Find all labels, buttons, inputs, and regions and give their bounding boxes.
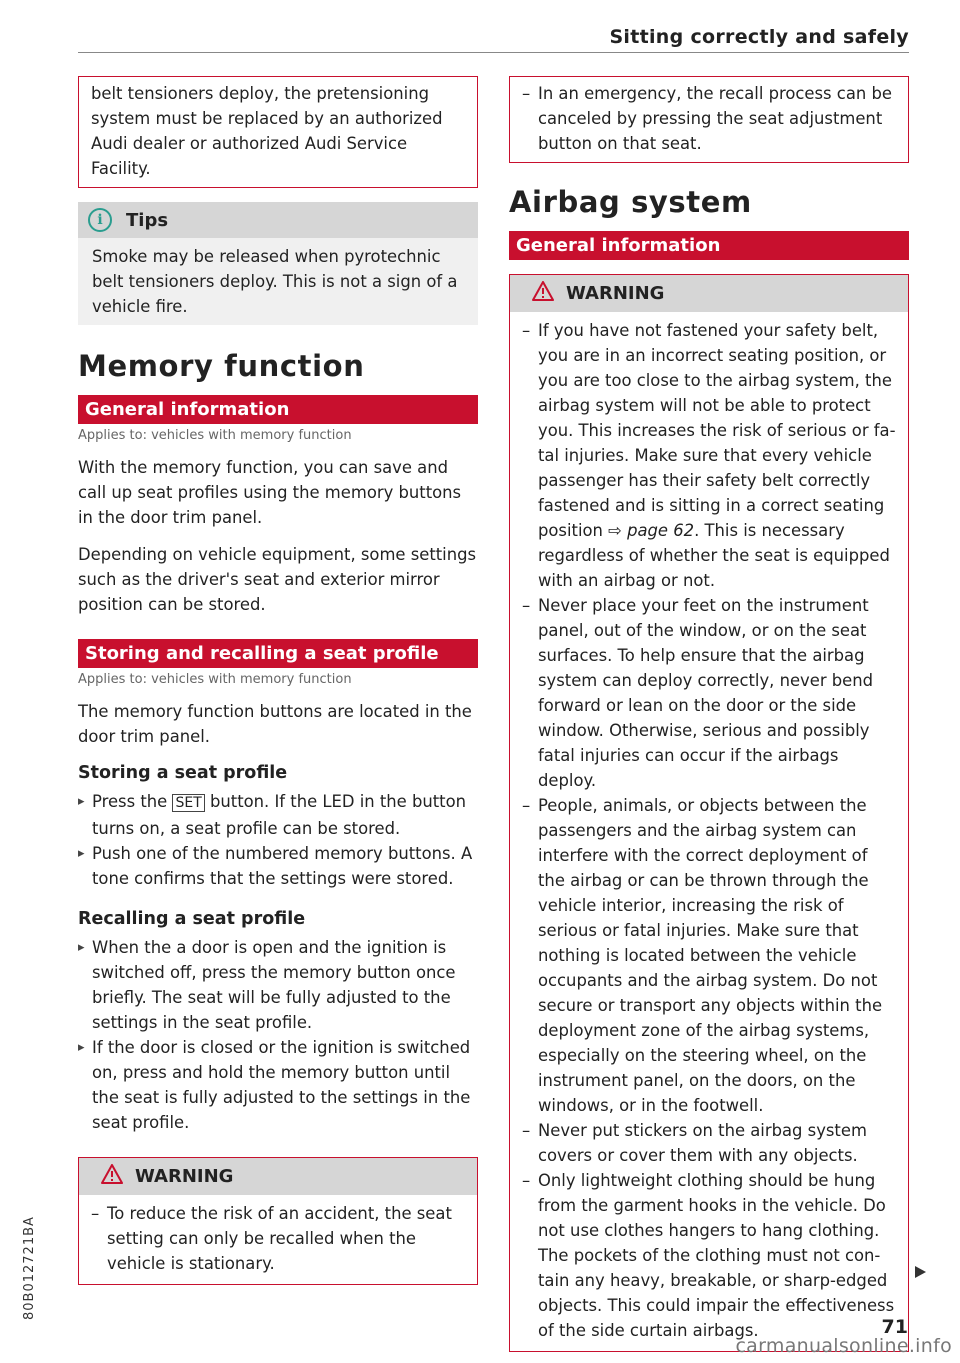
page-header xyxy=(78,22,909,53)
tips-title: Tips xyxy=(126,209,169,231)
warning-list xyxy=(510,312,908,1351)
applies-to-note: Applies to: vehicles with memory function xyxy=(78,428,352,443)
warning-box xyxy=(509,274,909,1352)
warning-header xyxy=(79,1158,477,1195)
page-number: 71 xyxy=(881,1316,908,1338)
step-item: ▸ Push one of the numbered memory buttons. A tone confirms that the settings were stored. xyxy=(78,841,478,891)
storing-steps xyxy=(78,789,478,891)
document-code: 80B012721BA xyxy=(22,1216,37,1320)
left-column xyxy=(78,76,478,1285)
warning-title: WARNING xyxy=(566,283,665,304)
warning-item: – In an emergency, the recall process can be canceled by pressing the seat adjustment button on that seat. xyxy=(522,81,896,156)
warning-triangle-icon xyxy=(532,281,554,306)
header-title: Sitting correctly and safely xyxy=(609,26,909,48)
warning-list xyxy=(79,1195,477,1284)
warning-title: WARNING xyxy=(135,1166,234,1187)
applies-to-note: Applies to: vehicles with memory function xyxy=(78,672,352,687)
watermark: carmanualsonline.info xyxy=(735,1335,952,1357)
memory-function-title: Memory function xyxy=(78,349,365,383)
step-item: ▸ If the door is closed or the ignition is switched on, press and hold the memory button until the seat is fully adjusted to the settings in the seat profile. xyxy=(78,1035,478,1135)
storing-recalling-heading: Storing and recalling a seat profile xyxy=(78,639,478,668)
general-information-heading: General information xyxy=(78,395,478,424)
warning-item: – Never put stickers on the airbag system covers or cover them with any objects. xyxy=(522,1118,896,1168)
paragraph: Depending on vehicle equipment, some settings such as the driver's seat and exterior mirror position can be stored. xyxy=(78,545,477,614)
warning-header xyxy=(510,275,908,312)
warning-item: – To reduce the risk of an accident, the seat setting can only be recalled when the vehicle is stationary. xyxy=(91,1201,465,1276)
paragraph: The memory function buttons are located in the door trim panel. xyxy=(78,702,472,746)
warning-item: – Never place your feet on the instrument panel, out of the window, or on the seat surfaces. To help ensure that the airbag system can deploy correctly, never bend forward or lean on the door or the side window. Otherwise, serious and possibly fatal injuries can occur if the airbags deploy. xyxy=(522,593,896,793)
warning-box xyxy=(78,1157,478,1285)
recalling-steps xyxy=(78,935,478,1135)
warning-item: – Only lightweight clothing should be hung from the garment hooks in the vehicle. Do not use clothes hangers to hang clothing. The pockets of the clothing must not contain any heavy, breakable, or sharp-edged objects. This could impair the effectiveness of the side curtain airbags. xyxy=(522,1168,896,1343)
continued-warning-box xyxy=(509,76,909,163)
right-column xyxy=(509,76,909,1352)
step-item: ▸ When the a door is open and the ignition is switched off, press the memory button once briefly. The seat will be fully adjusted to the settings in the seat profile. xyxy=(78,935,478,1035)
tips-header xyxy=(78,202,478,238)
paragraph: With the memory function, you can save and call up seat profiles using the memory buttons in the door trim panel. xyxy=(78,458,462,527)
general-information-heading: General information xyxy=(509,231,909,260)
set-button-label: SET xyxy=(172,794,204,812)
airbag-system-title: Airbag system xyxy=(509,185,752,219)
page-62-link[interactable]: ⇨ page 62 xyxy=(608,521,695,540)
warning-item: – People, animals, or objects between the passengers and the airbag system can interfere with the correct deployment of the airbag or can be thrown through the vehicle interior, increasing the risk of serious or fatal injuries. Make sure that nothing is located between the vehicle occupants and the airbag system. Do not secure or transport any objects within the deployment zone of the airbag systems, especially on the steering wheel, on the instrument panel, on the doors, on the windows, or in the footwell. xyxy=(522,793,896,1118)
storing-seat-profile-title: Storing a seat profile xyxy=(78,763,288,783)
continued-arrow-icon xyxy=(915,1266,926,1278)
recalling-seat-profile-title: Recalling a seat profile xyxy=(78,909,306,929)
warning-triangle-icon xyxy=(101,1164,123,1189)
info-icon: i xyxy=(88,208,112,232)
continued-warning-box: belt tensioners deploy, the pretensioning system must be replaced by an authorized Audi dealer or authorized Audi Service Facility. xyxy=(78,76,478,188)
warning-item: – If you have not fastened your safety belt, you are in an incorrect seating position, or you are too close to the airbag system, the airbag system will not be able to protect you. This increases the risk of serious or fatal injuries. Make sure that every vehicle passenger has their safety belt correctly fastened and is sitting in a correct seating position ⇨ page 62. This is necessary regardless of whether the seat is equipped with an airbag or not. xyxy=(522,318,896,593)
tips-body: Smoke may be released when pyrotechnic belt tensioners deploy. This is not a sign of a vehicle fire. xyxy=(78,238,478,325)
step-item: ▸ Press the SET button. If the LED in the button turns on, a seat profile can be stored. xyxy=(78,789,478,841)
